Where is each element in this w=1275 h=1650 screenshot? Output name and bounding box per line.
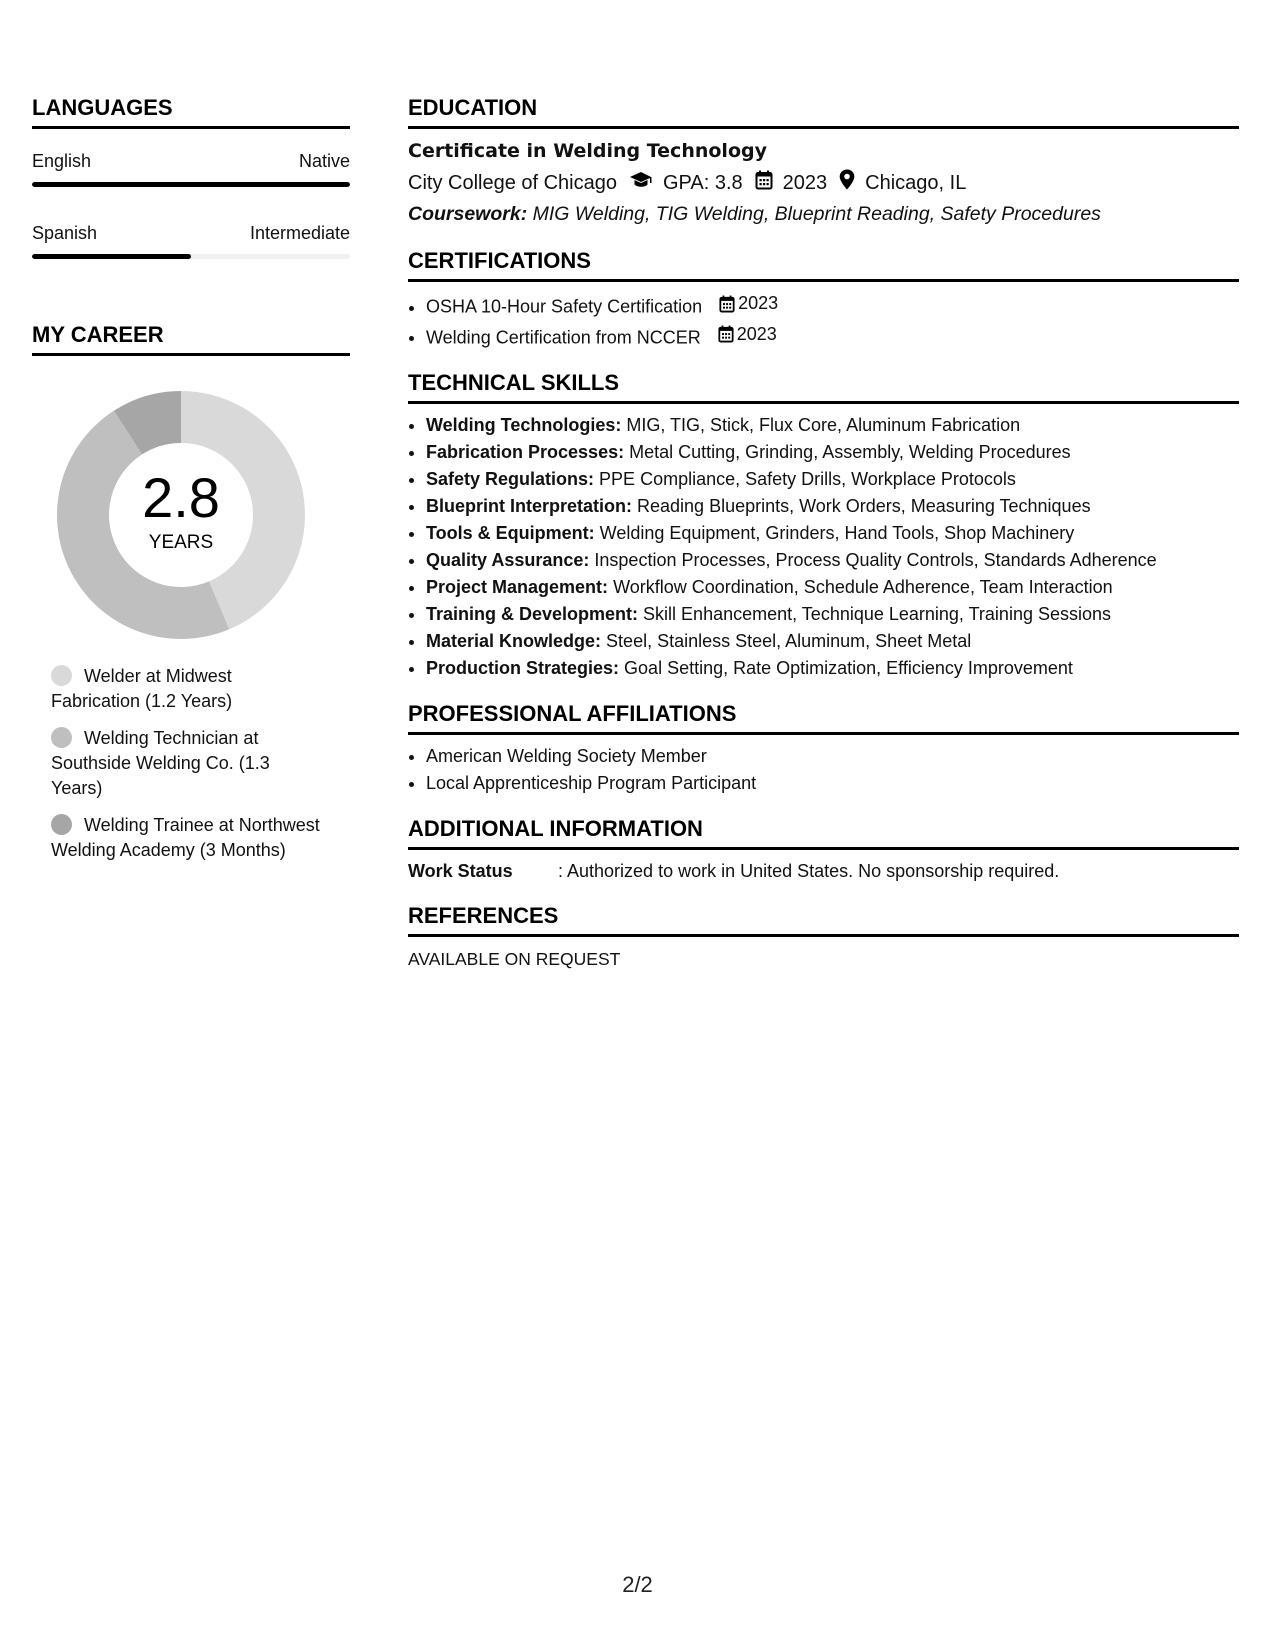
education-degree: Certificate in Welding Technology (408, 140, 767, 162)
work-status-label: Work Status (408, 861, 513, 881)
skills-list (408, 412, 1239, 682)
section-title-affiliations: PROFESSIONAL AFFILIATIONS (408, 702, 1239, 735)
skill-label: Quality Assurance: (426, 550, 590, 570)
certification-name: Welding Certification from NCCER (426, 327, 701, 347)
certification-date (718, 321, 777, 348)
affiliation-item: • American Welding Society Member (426, 743, 1239, 770)
language-proficiency-bar (32, 254, 350, 259)
section-title-additional-info: ADDITIONAL INFORMATION (408, 817, 1239, 850)
certification-year: 2023 (738, 293, 779, 313)
skill-label: Fabrication Processes: (426, 442, 625, 462)
page-number: 2/2 (622, 1572, 653, 1597)
skill-label: Project Management: (426, 577, 609, 597)
skill-value: Welding Equipment, Grinders, Hand Tools, Shop Machinery (599, 523, 1075, 543)
skill-item (426, 412, 1239, 439)
career-total-value: 2.8 (142, 466, 220, 529)
education-meta (408, 169, 1239, 197)
work-status-row (408, 860, 1239, 882)
skill-value: MIG, TIG, Stick, Flux Core, Aluminum Fabrication (626, 415, 1021, 435)
skill-value: Inspection Processes, Process Quality Controls, Standards Adherence (594, 550, 1157, 570)
education-school: City College of Chicago (408, 171, 617, 194)
skill-value: Metal Cutting, Grinding, Assembly, Welding Procedures (629, 442, 1071, 462)
certification-year: 2023 (736, 323, 777, 344)
section-title-certifications: CERTIFICATIONS (408, 249, 1239, 282)
skill-item (426, 655, 1239, 682)
legend-dot (51, 814, 72, 835)
languages-section (32, 96, 350, 259)
career-entry-label: Welder at Midwest Fabrication (1.2 Years) (51, 666, 233, 711)
section-title-education: EDUCATION (408, 96, 1239, 129)
skill-label: Training & Development: (426, 604, 639, 624)
legend-dot (51, 665, 72, 686)
certifications-section (408, 249, 1239, 351)
career-entry-label: Welding Trainee at Northwest Welding Academy (3 Months) (51, 815, 320, 860)
references-section (408, 904, 1239, 970)
education-gpa: GPA: 3.8 (663, 171, 743, 194)
calendar-icon (755, 170, 773, 197)
calendar-icon (719, 295, 735, 313)
career-entry-label: Welding Technician at Southside Welding Co. (1.3 Years) (51, 728, 270, 798)
education-coursework (408, 201, 1239, 227)
career-legend-item (51, 813, 321, 863)
skill-item (426, 628, 1239, 655)
language-name: Spanish (32, 223, 98, 243)
technical-skills-section (408, 371, 1239, 682)
skill-label: Material Knowledge: (426, 631, 602, 651)
left-column (32, 96, 350, 875)
certifications-list (408, 290, 1239, 351)
skill-item (426, 439, 1239, 466)
language-proficiency-fill (32, 254, 191, 259)
career-legend (51, 664, 321, 863)
skill-label: Blueprint Interpretation: (426, 496, 632, 516)
map-pin-icon (839, 169, 855, 197)
affiliations-list (408, 743, 1239, 797)
affiliation-item: • Local Apprenticeship Program Participant (426, 770, 1239, 797)
skill-item (426, 493, 1239, 520)
language-level: Native (298, 151, 350, 171)
career-total-unit: YEARS (148, 532, 214, 553)
references-text: AVAILABLE ON REQUEST (408, 949, 621, 969)
section-title-career: MY CAREER (32, 323, 350, 356)
legend-dot (51, 727, 72, 748)
donut-center (56, 390, 306, 640)
graduation-cap-icon (629, 171, 653, 196)
education-year: 2023 (782, 171, 828, 194)
skill-label: Welding Technologies: (426, 415, 622, 435)
skill-value: Reading Blueprints, Work Orders, Measuring Techniques (637, 496, 1091, 516)
language-item (32, 223, 350, 259)
skill-label: Safety Regulations: (426, 469, 595, 489)
right-column (408, 96, 1239, 984)
affiliations-section (408, 702, 1239, 797)
career-donut-chart (56, 390, 306, 640)
skill-value: Workflow Coordination, Schedule Adherence, Team Interaction (613, 577, 1113, 597)
skill-label: Tools & Equipment: (426, 523, 595, 543)
skill-item (426, 466, 1239, 493)
language-proficiency-bar (32, 182, 350, 187)
section-title-languages: LANGUAGES (32, 96, 350, 129)
certification-name: OSHA 10-Hour Safety Certification (426, 296, 703, 317)
skill-value: Skill Enhancement, Technique Learning, Training Sessions (643, 604, 1112, 624)
section-title-technical-skills: TECHNICAL SKILLS (408, 371, 1239, 404)
language-level: Intermediate (249, 223, 350, 243)
skill-item (426, 601, 1239, 628)
career-legend-item (51, 726, 321, 801)
section-title-references: REFERENCES (408, 904, 1239, 937)
additional-info-section (408, 817, 1239, 882)
calendar-icon (718, 325, 734, 343)
coursework-value: MIG Welding, TIG Welding, Blueprint Reading, Safety Procedures (532, 203, 1101, 225)
skill-value: Steel, Stainless Steel, Aluminum, Sheet Metal (606, 631, 972, 651)
language-item (32, 151, 350, 187)
education-location: Chicago, IL (865, 171, 967, 194)
coursework-label: Coursework: (408, 203, 528, 225)
career-section (32, 323, 350, 863)
language-proficiency-fill (32, 182, 350, 187)
work-status-value: : Authorized to work in United States. No sponsorship required. (558, 861, 1060, 881)
skill-item (426, 574, 1239, 601)
skill-value: Goal Setting, Rate Optimization, Efficiency Improvement (624, 658, 1073, 678)
skill-value: PPE Compliance, Safety Drills, Workplace Protocols (599, 469, 1016, 489)
career-legend-item (51, 664, 321, 714)
certification-item (426, 290, 1239, 321)
language-name: English (32, 151, 92, 171)
skill-item (426, 520, 1239, 547)
skill-label: Production Strategies: (426, 658, 620, 678)
skill-item (426, 547, 1239, 574)
certification-date (719, 290, 778, 317)
education-section (408, 96, 1239, 227)
certification-item (426, 321, 1239, 352)
